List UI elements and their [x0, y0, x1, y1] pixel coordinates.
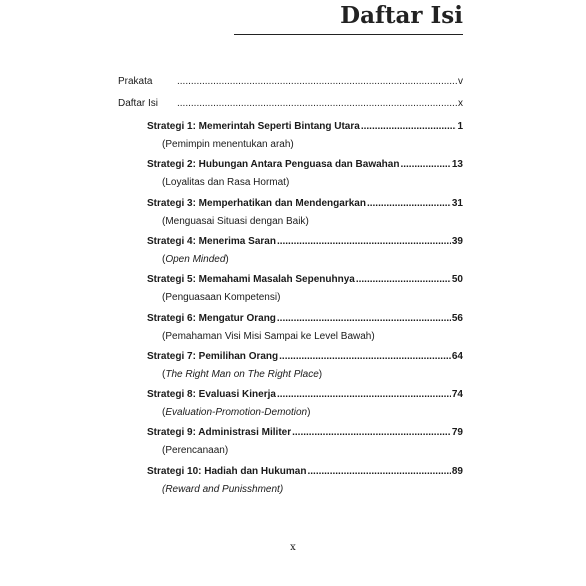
- title-underline: [234, 34, 463, 35]
- toc-entry-heading: Strategi 10: Hadiah dan Hukuman: [147, 465, 307, 477]
- toc-entry-row: [147, 121, 463, 132]
- toc-entry-heading: Strategi 7: Pemilihan Orang: [147, 350, 279, 362]
- toc-entry-page: 31: [451, 197, 463, 209]
- toc-entry-row: [147, 198, 463, 209]
- toc-entry-row: [147, 274, 463, 285]
- page-title: Daftar Isi: [340, 2, 463, 29]
- toc-front-row: [118, 76, 463, 87]
- dot-leader: [307, 466, 450, 477]
- toc-entry-subtitle: [162, 177, 289, 188]
- page-number: x: [290, 542, 296, 553]
- toc-entry-subtitle: [162, 369, 322, 380]
- subtitle-close-paren: ): [225, 253, 229, 265]
- toc-entry-page: 1: [457, 121, 463, 132]
- subtitle-text: Loyalitas dan Rasa Hormat: [165, 177, 286, 189]
- subtitle-text: Penguasaan Kompetensi: [165, 292, 278, 304]
- toc-front-page: v: [458, 76, 463, 87]
- toc-entry-row: [147, 351, 463, 362]
- dot-leader: [277, 236, 451, 247]
- subtitle-close-paren: ): [277, 292, 281, 304]
- toc-entry-page: 74: [451, 389, 463, 401]
- toc-entry-page: 79: [451, 427, 463, 439]
- subtitle-close-paren: ): [305, 215, 309, 227]
- toc-front-label: Prakata: [118, 76, 153, 87]
- toc-entry-subtitle: [162, 484, 283, 495]
- toc-entry-subtitle: [162, 445, 228, 456]
- toc-entry-page: 56: [451, 312, 463, 324]
- toc-entry-heading: Strategi 4: Menerima Saran: [147, 235, 276, 247]
- subtitle-open-paren: (: [162, 215, 166, 227]
- subtitle-close-paren: ): [318, 368, 323, 380]
- subtitle-open-paren: (: [162, 177, 166, 189]
- dot-leader: [277, 313, 451, 324]
- subtitle-open-paren: (: [162, 445, 166, 457]
- subtitle-close-paren: ): [307, 407, 311, 419]
- subtitle-open-paren: (: [162, 139, 166, 150]
- subtitle-text: Evaluation-Promotion-Demotion: [165, 407, 308, 419]
- subtitle-close-paren: ): [371, 330, 375, 342]
- subtitle-close-paren: ): [290, 139, 294, 150]
- dot-leader: [279, 351, 451, 362]
- dot-leader: [367, 198, 451, 209]
- toc-front-page: x: [458, 98, 463, 109]
- dot-leader: [361, 121, 457, 132]
- toc-front-label: Daftar Isi: [118, 98, 159, 109]
- toc-entry-row: [147, 427, 463, 438]
- toc-entry-subtitle: [162, 254, 229, 265]
- subtitle-open-paren: (: [162, 330, 166, 342]
- toc-entry-row: [147, 236, 463, 247]
- toc-entry-row: [147, 313, 463, 324]
- toc-entry-heading: Strategi 1: Memerintah Seperti Bintang Utara: [147, 121, 360, 132]
- toc-entry-page: 39: [451, 235, 463, 247]
- toc-entry-page: 50: [451, 274, 463, 286]
- toc-entry-page: 89: [451, 465, 463, 477]
- dot-leader: [177, 98, 457, 109]
- subtitle-text: Menguasai Situasi dengan Baik: [165, 215, 306, 227]
- toc-entry-subtitle: [162, 139, 294, 150]
- dot-leader: [400, 159, 450, 170]
- toc-entry-heading: Strategi 2: Hubungan Antara Penguasa dan Bawahan: [147, 159, 400, 171]
- subtitle-text: Open Minded: [165, 253, 226, 265]
- toc-entry-heading: Strategi 3: Memperhatikan dan Mendengarkan: [147, 197, 366, 209]
- dot-leader: [292, 427, 451, 438]
- subtitle-text: Pemahaman Visi Misi Sampai ke Level Bawah: [165, 330, 372, 342]
- toc-entry-heading: Strategi 6: Mengatur Orang: [147, 312, 276, 324]
- toc-front-row: [118, 98, 463, 109]
- subtitle-close-paren: ): [285, 177, 290, 189]
- subtitle-open-paren: (: [162, 292, 166, 304]
- toc-entry-heading: Strategi 8: Evaluasi Kinerja: [147, 389, 276, 401]
- subtitle-open-paren: (: [162, 407, 166, 419]
- toc-entry-row: [147, 159, 463, 170]
- subtitle-text: Pemimpin menentukan arah: [165, 139, 291, 150]
- dot-leader: [277, 389, 451, 400]
- subtitle-open-paren: (: [162, 253, 166, 265]
- toc-entry-row: [147, 466, 463, 477]
- subtitle-close-paren: ): [224, 445, 229, 457]
- toc-entry-heading: Strategi 9: Administrasi Militer: [147, 427, 292, 439]
- toc-entry-subtitle: [162, 407, 310, 418]
- toc-entry-page: 64: [451, 350, 463, 362]
- dot-leader: [356, 274, 451, 285]
- subtitle-text: (Reward and Punisshment): [162, 483, 284, 495]
- toc-entry-subtitle: [162, 331, 375, 342]
- dot-leader: [177, 76, 457, 87]
- toc-entry-page: 13: [451, 159, 463, 171]
- toc-entry-subtitle: [162, 292, 280, 303]
- toc-entry-heading: Strategi 5: Memahami Masalah Sepenuhnya: [147, 274, 355, 286]
- toc-entry-row: [147, 389, 463, 400]
- subtitle-text: The Right Man on The Right Place: [165, 368, 319, 380]
- subtitle-open-paren: (: [162, 368, 166, 380]
- toc-entry-subtitle: [162, 216, 309, 227]
- subtitle-text: Perencanaan: [165, 445, 225, 457]
